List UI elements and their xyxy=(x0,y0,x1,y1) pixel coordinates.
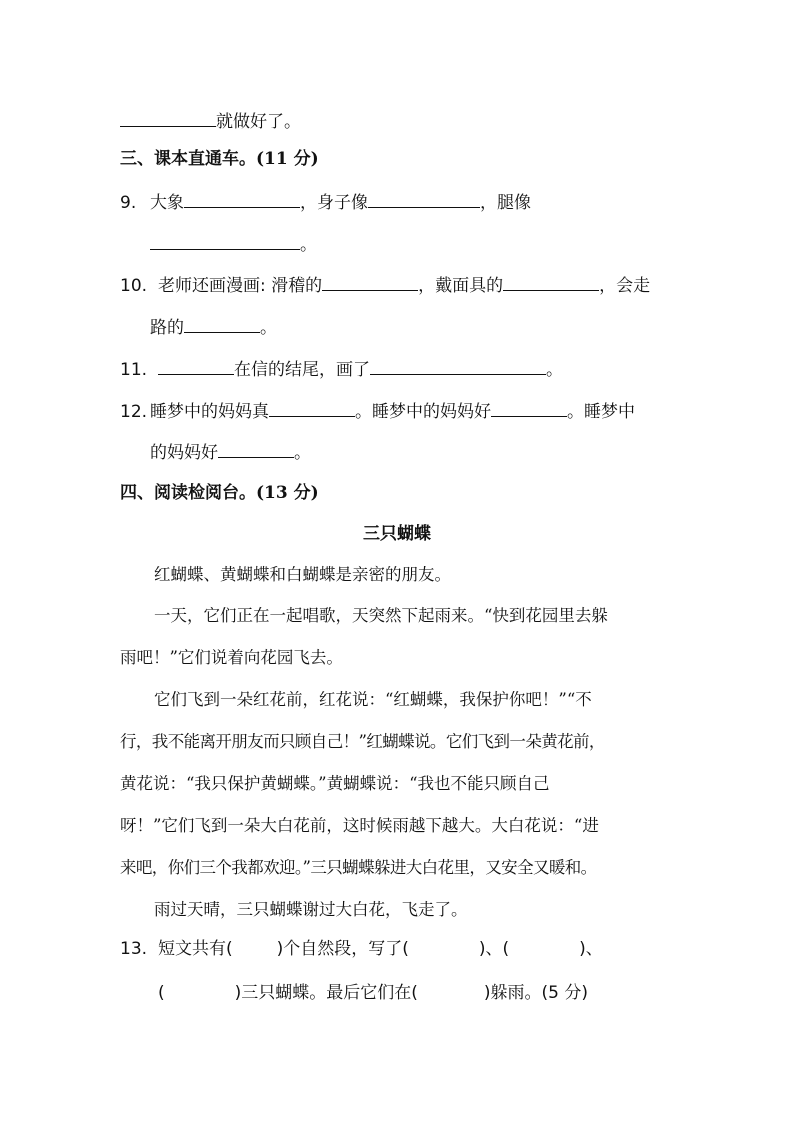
question-text: ，戴面具的 xyxy=(418,276,504,296)
answer-blank[interactable] xyxy=(218,439,294,458)
answer-blank[interactable] xyxy=(120,108,216,127)
story-paragraph-1: 红蝴蝶、黄蝴蝶和白蝴蝶是亲密的朋友。 xyxy=(154,565,451,584)
question-10-cont xyxy=(150,314,277,340)
story-paragraph-3-line-5: 来吧，你们三个我都欢迎。”三只蝴蝶躲进大白花里，又安全又暖和。 xyxy=(120,858,597,877)
question-9 xyxy=(120,189,531,215)
answer-blank[interactable] xyxy=(322,272,418,291)
question-text: 。 xyxy=(260,318,277,338)
continuation-line xyxy=(120,108,301,134)
answer-blank[interactable] xyxy=(503,272,599,291)
question-number: 12. xyxy=(120,402,148,422)
question-text: ( xyxy=(158,983,165,1003)
story-title: 三只蝴蝶 xyxy=(363,524,431,544)
story-paragraph-3-line-3: 黄花说：“我只保护黄蝴蝶。”黄蝴蝶说：“我也不能只顾自己 xyxy=(120,774,550,793)
story-paragraph-4: 雨过天晴，三只蝴蝶谢过大白花，飞走了。 xyxy=(154,900,468,919)
story-paragraph-3-line-1: 它们飞到一朵红花前，红花说：“红蝴蝶，我保护你吧！”“不 xyxy=(154,690,592,709)
question-text: 短文共有( xyxy=(158,939,233,959)
question-text: 大象 xyxy=(150,193,184,213)
answer-blank[interactable] xyxy=(491,398,567,417)
question-number: 10. xyxy=(120,276,148,296)
question-text: 在信的结尾，画了 xyxy=(234,360,370,380)
question-text: 。 xyxy=(300,235,317,255)
question-number: 11. xyxy=(120,360,148,380)
question-text: )三只蝴蝶。最后它们在( xyxy=(234,983,418,1003)
question-text: )、 xyxy=(579,939,603,959)
question-12 xyxy=(120,398,635,424)
story-paragraph-2-line-2: 雨吧！”它们说着向花园飞去。 xyxy=(120,648,343,667)
story-paragraph-3-line-2: 行，我不能离开朋友而只顾自己！”红蝴蝶说。它们飞到一朵黄花前， xyxy=(120,732,605,751)
answer-blank[interactable] xyxy=(184,189,300,208)
question-text: 路的 xyxy=(150,318,184,338)
answer-blank[interactable] xyxy=(370,356,546,375)
question-text: )、( xyxy=(478,939,510,959)
answer-blank[interactable] xyxy=(368,189,480,208)
question-text: 老师还画漫画: 滑稽的 xyxy=(158,276,323,296)
answer-blank[interactable] xyxy=(158,356,234,375)
question-text: )个自然段，写了( xyxy=(276,939,409,959)
question-text: ，会走 xyxy=(599,276,651,296)
question-13-cont xyxy=(158,981,588,1005)
question-text: 。 xyxy=(294,443,311,463)
answer-blank[interactable] xyxy=(184,314,260,333)
question-9-cont xyxy=(150,231,317,257)
section-4-heading: 四、阅读检阅台。(13 分) xyxy=(120,483,319,503)
question-text: 。睡梦中 xyxy=(567,402,635,422)
question-13 xyxy=(120,937,603,961)
section-3-heading: 三、课本直通车。(11 分) xyxy=(120,149,319,169)
continuation-text: 就做好了。 xyxy=(216,112,301,132)
question-text: ，身子像 xyxy=(300,193,368,213)
answer-blank[interactable] xyxy=(269,398,355,417)
story-paragraph-2-line-1: 一天，它们正在一起唱歌，天突然下起雨来。“快到花园里去躲 xyxy=(154,606,608,625)
story-paragraph-3-line-4: 呀！”它们飞到一朵大白花前，这时候雨越下越大。大白花说：“进 xyxy=(120,816,599,835)
question-12-cont xyxy=(150,439,311,465)
question-text: 。睡梦中的妈妈好 xyxy=(355,402,491,422)
question-number: 9. xyxy=(120,193,137,213)
question-text: )躲雨。(5 分) xyxy=(483,983,589,1003)
question-10 xyxy=(120,272,650,298)
question-text: 。 xyxy=(546,360,563,380)
question-number: 13. xyxy=(120,939,148,959)
answer-blank[interactable] xyxy=(150,231,300,250)
question-text: 的妈妈好 xyxy=(150,443,218,463)
question-text: 睡梦中的妈妈真 xyxy=(150,402,269,422)
question-text: ，腿像 xyxy=(480,193,531,213)
question-11 xyxy=(120,356,563,382)
